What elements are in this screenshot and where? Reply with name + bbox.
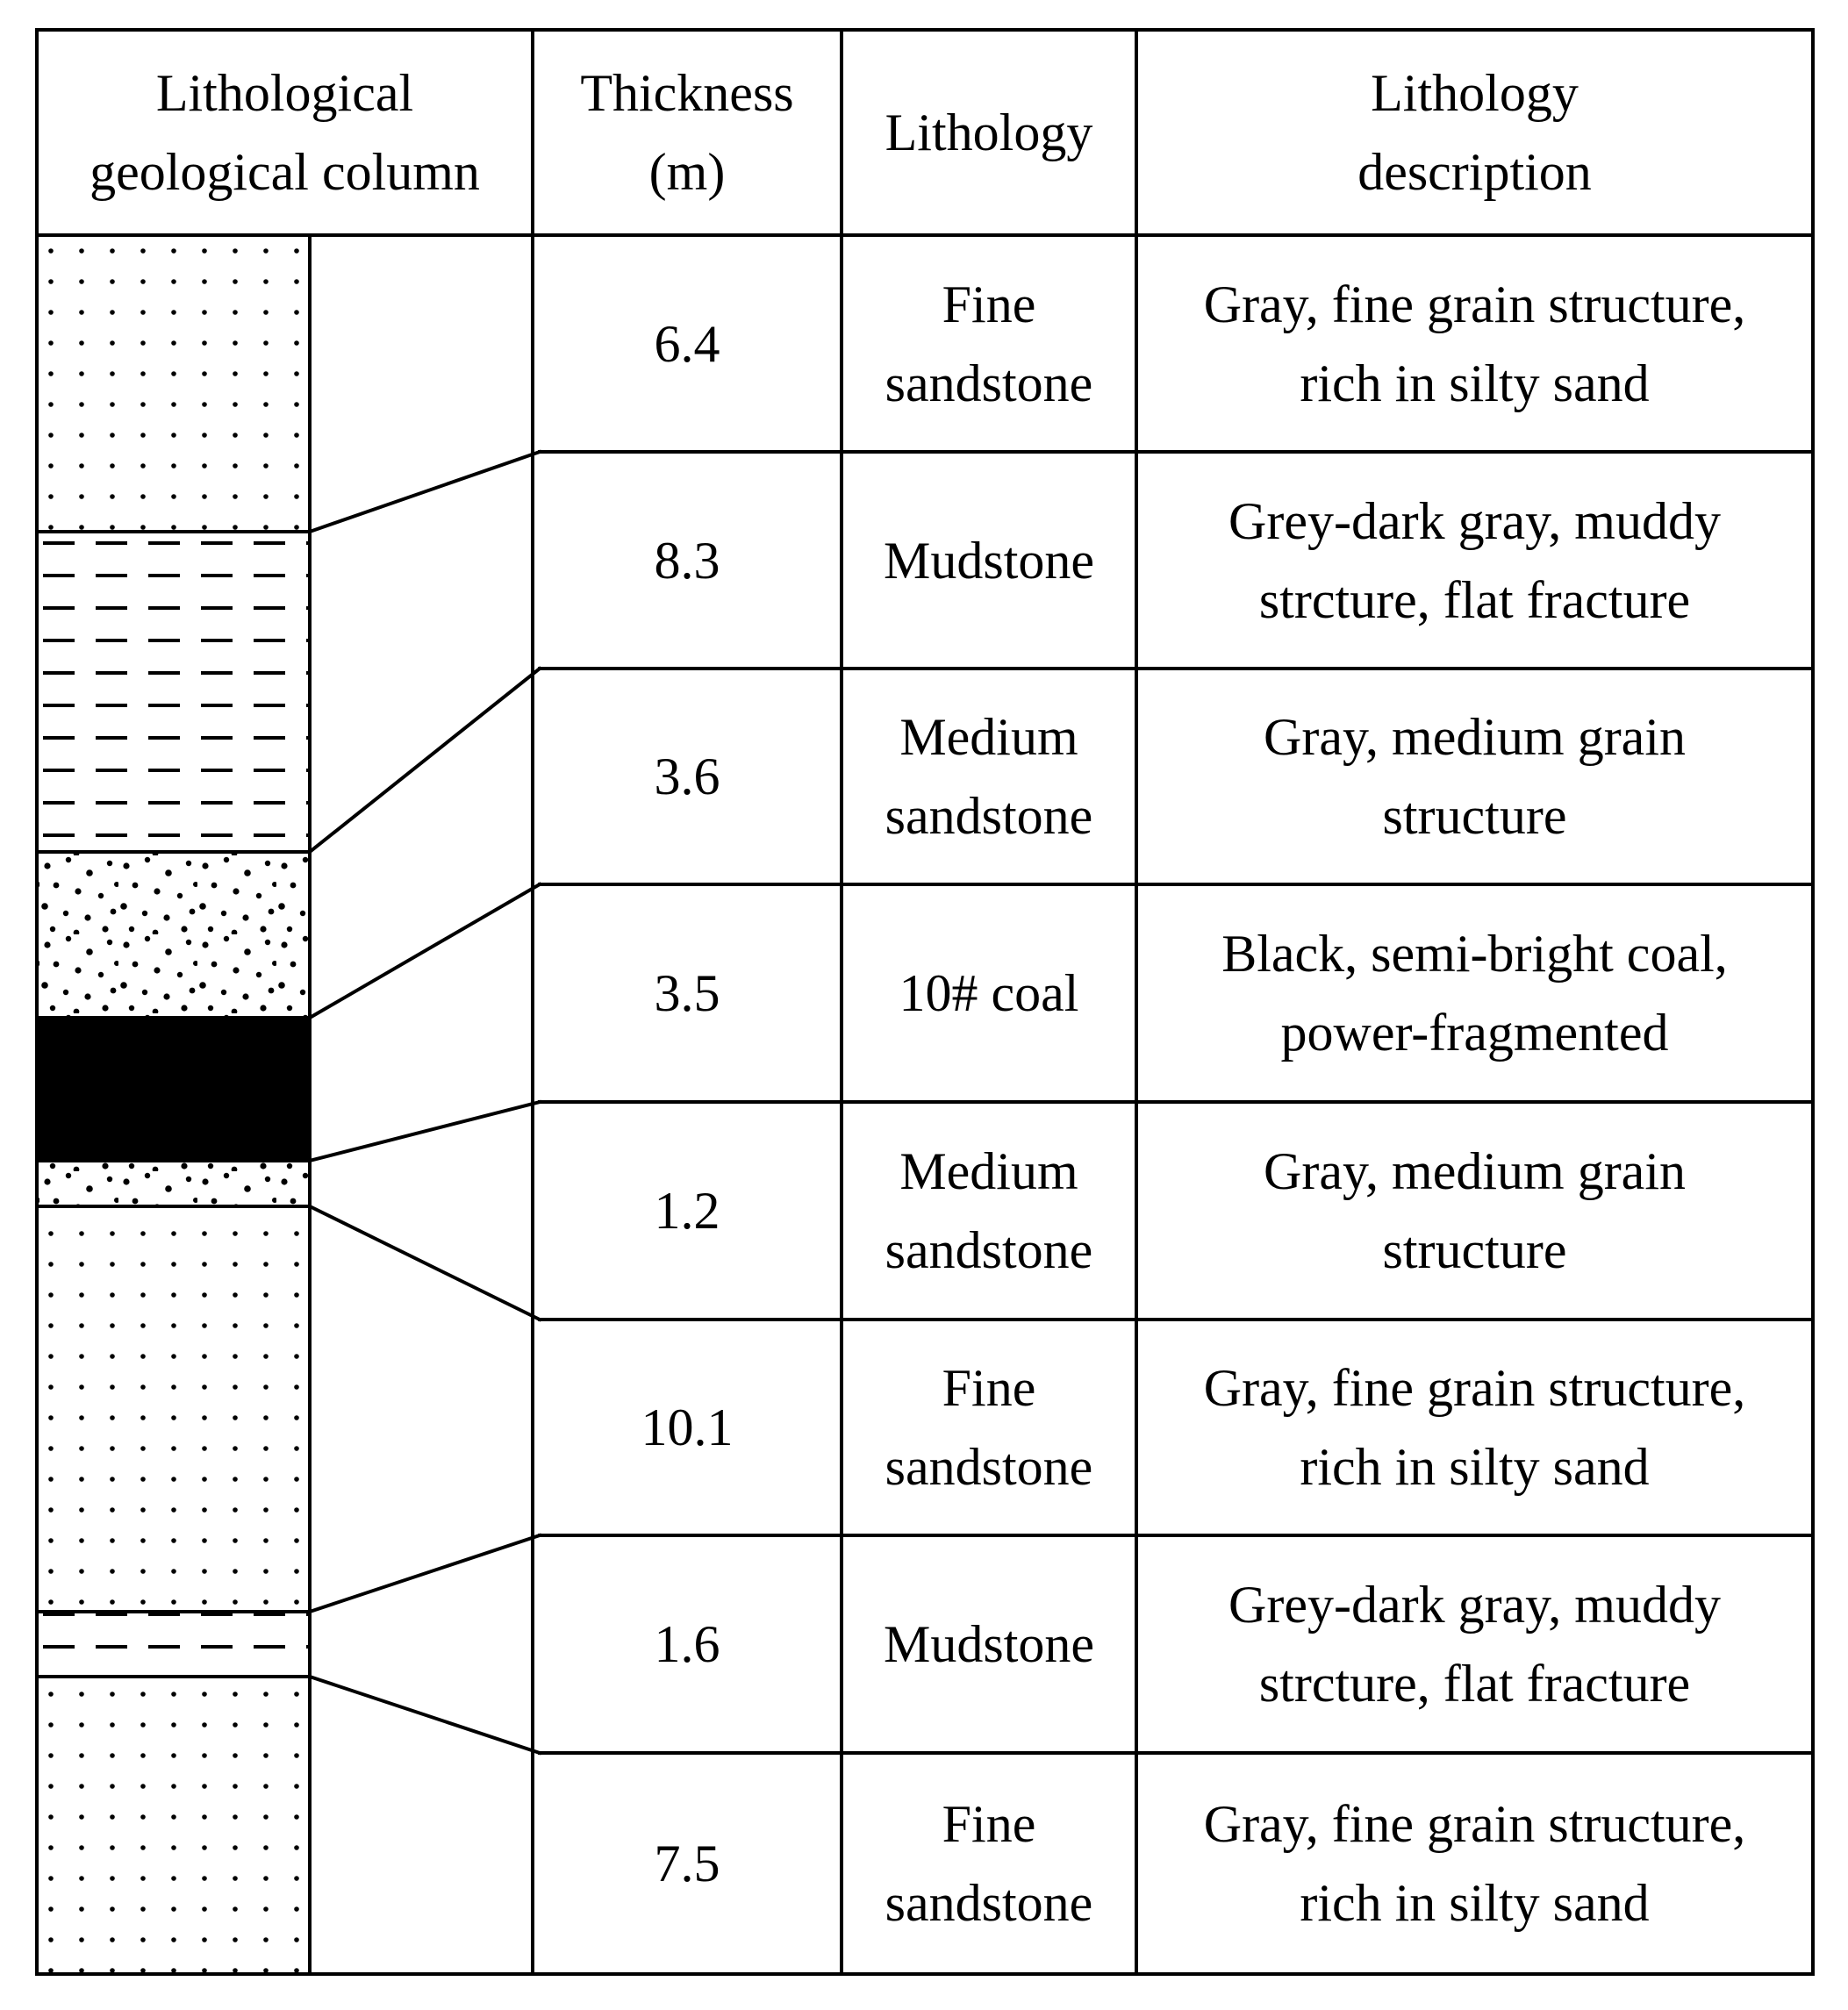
description-cell	[1136, 669, 1813, 884]
thickness-value: 1.2	[654, 1182, 720, 1240]
header-thickness-text: Thickness (m)	[580, 64, 794, 201]
thickness-cell	[533, 452, 842, 669]
description-text: Gray, fine grain structure, rich in silty sand	[1203, 275, 1746, 412]
lithology-name: Fine sandstone	[885, 1359, 1093, 1496]
description-text: Gray, fine grain structure, rich in silty sand	[1203, 1359, 1746, 1496]
thickness-value: 7.5	[654, 1835, 720, 1892]
header-thickness	[533, 30, 842, 235]
lithology-name: Fine sandstone	[885, 1795, 1093, 1932]
thickness-cell	[533, 1320, 842, 1535]
header-column	[37, 30, 533, 235]
thickness-value: 6.4	[654, 314, 720, 373]
thickness-cell	[533, 1753, 842, 1974]
header-description	[1136, 30, 1813, 235]
thickness-cell	[533, 1535, 842, 1753]
thickness-cell	[533, 1102, 842, 1320]
header-description-text: Lithology description	[1357, 64, 1592, 201]
lithology-name: Medium sandstone	[885, 1142, 1093, 1279]
description-cell	[1136, 884, 1813, 1102]
lithology-name: 10# coal	[899, 964, 1079, 1022]
header-column-text: Lithological geological column	[90, 64, 480, 201]
description-cell	[1136, 1320, 1813, 1535]
header-lithology-text: Lithology	[885, 104, 1093, 161]
description-text: Gray, fine grain structure, rich in silty sand	[1203, 1795, 1746, 1932]
description-text: Gray, medium grain structure	[1264, 1142, 1686, 1279]
description-cell	[1136, 235, 1813, 452]
lithology-cell	[842, 1535, 1136, 1753]
thickness-cell	[533, 884, 842, 1102]
header-lithology	[842, 30, 1136, 235]
lithology-cell	[842, 1753, 1136, 1974]
lithology-cell	[842, 452, 1136, 669]
description-cell	[1136, 452, 1813, 669]
lithology-name: Fine sandstone	[885, 275, 1093, 412]
description-cell	[1136, 1753, 1813, 1974]
description-text: Black, semi-bright coal, power-fragmented	[1221, 925, 1728, 1062]
description-cell	[1136, 1102, 1813, 1320]
lithology-cell	[842, 235, 1136, 452]
thickness-value: 3.6	[654, 747, 720, 805]
lithology-name: Medium sandstone	[885, 708, 1093, 845]
lithology-cell	[842, 1320, 1136, 1535]
lithology-name: Mudstone	[884, 1615, 1094, 1673]
lithology-cell	[842, 884, 1136, 1102]
thickness-value: 1.6	[654, 1615, 720, 1673]
description-text: Grey-dark gray, muddy strcture, flat fracture	[1228, 491, 1721, 629]
thickness-cell	[533, 235, 842, 452]
thickness-value: 3.5	[654, 964, 720, 1022]
description-text: Gray, medium grain structure	[1264, 708, 1686, 845]
thickness-cell	[533, 669, 842, 884]
lithology-cell	[842, 1102, 1136, 1320]
thickness-value: 8.3	[654, 531, 720, 590]
lithology-name: Mudstone	[884, 531, 1094, 590]
description-cell	[1136, 1535, 1813, 1753]
lithology-cell	[842, 669, 1136, 884]
description-text: Grey-dark gray, muddy strcture, flat fracture	[1228, 1576, 1721, 1713]
thickness-value: 10.1	[641, 1398, 734, 1456]
